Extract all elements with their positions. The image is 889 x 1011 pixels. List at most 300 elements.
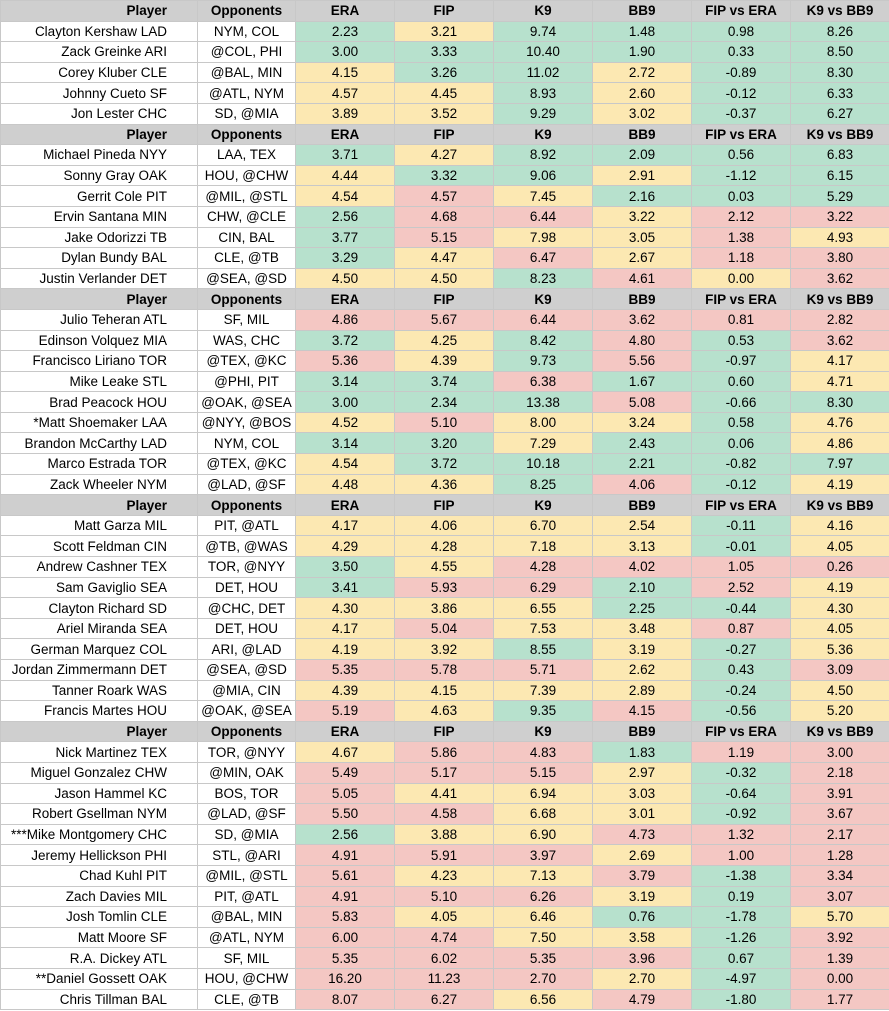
bb9-cell: 3.02: [593, 103, 692, 124]
header-opponents: Opponents: [198, 495, 296, 516]
player-cell: Ariel Miranda SEA: [1, 618, 198, 639]
player-cell: Jordan Zimmermann DET: [1, 660, 198, 681]
fip-vs-era-cell: -0.82: [692, 454, 791, 475]
header-k9-vs-bb9: K9 vs BB9: [791, 124, 889, 145]
fip-vs-era-cell: -0.66: [692, 392, 791, 413]
player-cell: Justin Verlander DET: [1, 268, 198, 289]
k9-vs-bb9-cell: 2.17: [791, 824, 889, 845]
table-row: [1, 577, 889, 598]
header-era: ERA: [296, 1, 395, 22]
k9-cell: 6.55: [494, 598, 593, 619]
header-era: ERA: [296, 289, 395, 310]
k9-cell: 8.42: [494, 330, 593, 351]
table-row: [1, 907, 889, 928]
fip-vs-era-cell: -1.26: [692, 927, 791, 948]
k9-cell: 9.74: [494, 21, 593, 42]
fip-vs-era-cell: 0.00: [692, 268, 791, 289]
header-fip: FIP: [395, 289, 494, 310]
k9-vs-bb9-cell: 8.30: [791, 62, 889, 83]
opponents-cell: LAA, TEX: [198, 145, 296, 166]
era-cell: 8.07: [296, 989, 395, 1010]
table-row: [1, 103, 889, 124]
table-row: [1, 824, 889, 845]
bb9-cell: 2.16: [593, 186, 692, 207]
k9-vs-bb9-cell: 1.28: [791, 845, 889, 866]
k9-cell: 5.71: [494, 660, 593, 681]
fip-vs-era-cell: 0.33: [692, 42, 791, 63]
opponents-cell: @BAL, MIN: [198, 62, 296, 83]
player-cell: Robert Gsellman NYM: [1, 804, 198, 825]
fip-cell: 4.15: [395, 680, 494, 701]
opponents-cell: NYM, COL: [198, 21, 296, 42]
fip-vs-era-cell: -0.12: [692, 474, 791, 495]
era-cell: 2.56: [296, 206, 395, 227]
k9-cell: 8.00: [494, 412, 593, 433]
opponents-cell: DET, HOU: [198, 618, 296, 639]
table-row: [1, 206, 889, 227]
k9-cell: 9.73: [494, 351, 593, 372]
fip-vs-era-cell: 1.05: [692, 557, 791, 578]
bb9-cell: 2.69: [593, 845, 692, 866]
fip-cell: 4.27: [395, 145, 494, 166]
bb9-cell: 2.67: [593, 248, 692, 269]
era-cell: 5.19: [296, 701, 395, 722]
bb9-cell: 3.79: [593, 865, 692, 886]
opponents-cell: PIT, @ATL: [198, 515, 296, 536]
bb9-cell: 3.22: [593, 206, 692, 227]
player-cell: Andrew Cashner TEX: [1, 557, 198, 578]
bb9-cell: 3.62: [593, 309, 692, 330]
k9-vs-bb9-cell: 3.09: [791, 660, 889, 681]
fip-cell: 4.47: [395, 248, 494, 269]
k9-cell: 9.29: [494, 103, 593, 124]
fip-vs-era-cell: 2.12: [692, 206, 791, 227]
bb9-cell: 1.67: [593, 371, 692, 392]
header-opponents: Opponents: [198, 721, 296, 742]
table-row: [1, 968, 889, 989]
header-row: [1, 124, 889, 145]
header-row: [1, 1, 889, 22]
k9-vs-bb9-cell: 4.30: [791, 598, 889, 619]
era-cell: 4.29: [296, 536, 395, 557]
era-cell: 4.91: [296, 845, 395, 866]
table-row: [1, 145, 889, 166]
player-cell: Chris Tillman BAL: [1, 989, 198, 1010]
bb9-cell: 4.79: [593, 989, 692, 1010]
player-cell: Corey Kluber CLE: [1, 62, 198, 83]
k9-cell: 9.06: [494, 165, 593, 186]
k9-cell: 13.38: [494, 392, 593, 413]
player-cell: Marco Estrada TOR: [1, 454, 198, 475]
era-cell: 5.50: [296, 804, 395, 825]
era-cell: 5.83: [296, 907, 395, 928]
opponents-cell: TOR, @NYY: [198, 557, 296, 578]
k9-vs-bb9-cell: 3.00: [791, 742, 889, 763]
era-cell: 16.20: [296, 968, 395, 989]
opponents-cell: @PHI, PIT: [198, 371, 296, 392]
fip-vs-era-cell: 0.56: [692, 145, 791, 166]
fip-vs-era-cell: 0.87: [692, 618, 791, 639]
k9-vs-bb9-cell: 5.20: [791, 701, 889, 722]
fip-vs-era-cell: -0.44: [692, 598, 791, 619]
player-cell: Clayton Richard SD: [1, 598, 198, 619]
opponents-cell: @OAK, @SEA: [198, 392, 296, 413]
fip-vs-era-cell: 0.98: [692, 21, 791, 42]
header-k9: K9: [494, 495, 593, 516]
k9-cell: 6.26: [494, 886, 593, 907]
k9-cell: 7.50: [494, 927, 593, 948]
fip-cell: 4.28: [395, 536, 494, 557]
opponents-cell: @CHC, DET: [198, 598, 296, 619]
k9-vs-bb9-cell: 3.62: [791, 268, 889, 289]
fip-cell: 5.10: [395, 412, 494, 433]
table-row: [1, 309, 889, 330]
table-row: [1, 948, 889, 969]
table-body: [1, 1, 889, 1010]
fip-vs-era-cell: -0.89: [692, 62, 791, 83]
player-cell: Matt Garza MIL: [1, 515, 198, 536]
player-cell: Gerrit Cole PIT: [1, 186, 198, 207]
fip-cell: 5.91: [395, 845, 494, 866]
player-cell: *Matt Shoemaker LAA: [1, 412, 198, 433]
header-era: ERA: [296, 495, 395, 516]
header-k9-vs-bb9: K9 vs BB9: [791, 289, 889, 310]
player-cell: Chad Kuhl PIT: [1, 865, 198, 886]
k9-cell: 9.35: [494, 701, 593, 722]
table-row: [1, 474, 889, 495]
table-row: [1, 989, 889, 1010]
k9-cell: 6.44: [494, 309, 593, 330]
table-row: [1, 412, 889, 433]
fip-cell: 3.72: [395, 454, 494, 475]
fip-cell: 5.86: [395, 742, 494, 763]
header-row: [1, 289, 889, 310]
fip-vs-era-cell: 0.03: [692, 186, 791, 207]
fip-cell: 5.93: [395, 577, 494, 598]
table-row: [1, 660, 889, 681]
opponents-cell: NYM, COL: [198, 433, 296, 454]
era-cell: 4.48: [296, 474, 395, 495]
k9-vs-bb9-cell: 8.26: [791, 21, 889, 42]
fip-vs-era-cell: 1.19: [692, 742, 791, 763]
header-k9: K9: [494, 721, 593, 742]
header-fip: FIP: [395, 1, 494, 22]
opponents-cell: @ATL, NYM: [198, 83, 296, 104]
fip-vs-era-cell: 0.43: [692, 660, 791, 681]
fip-vs-era-cell: 1.32: [692, 824, 791, 845]
fip-vs-era-cell: -0.11: [692, 515, 791, 536]
bb9-cell: 2.54: [593, 515, 692, 536]
fip-vs-era-cell: -0.37: [692, 103, 791, 124]
k9-cell: 6.47: [494, 248, 593, 269]
fip-vs-era-cell: -0.97: [692, 351, 791, 372]
k9-vs-bb9-cell: 0.00: [791, 968, 889, 989]
bb9-cell: 2.62: [593, 660, 692, 681]
table-row: [1, 536, 889, 557]
era-cell: 3.29: [296, 248, 395, 269]
fip-cell: 3.33: [395, 42, 494, 63]
fip-vs-era-cell: -0.01: [692, 536, 791, 557]
k9-cell: 8.93: [494, 83, 593, 104]
player-cell: **Daniel Gossett OAK: [1, 968, 198, 989]
opponents-cell: ARI, @LAD: [198, 639, 296, 660]
table-row: [1, 392, 889, 413]
bb9-cell: 4.06: [593, 474, 692, 495]
fip-vs-era-cell: -0.12: [692, 83, 791, 104]
fip-vs-era-cell: -1.38: [692, 865, 791, 886]
player-cell: Francisco Liriano TOR: [1, 351, 198, 372]
bb9-cell: 3.19: [593, 886, 692, 907]
k9-cell: 5.35: [494, 948, 593, 969]
player-cell: German Marquez COL: [1, 639, 198, 660]
k9-cell: 6.68: [494, 804, 593, 825]
fip-vs-era-cell: 0.19: [692, 886, 791, 907]
header-k9: K9: [494, 1, 593, 22]
opponents-cell: @OAK, @SEA: [198, 701, 296, 722]
player-cell: Matt Moore SF: [1, 927, 198, 948]
header-player: Player: [1, 495, 198, 516]
opponents-cell: @TB, @WAS: [198, 536, 296, 557]
fip-vs-era-cell: -1.12: [692, 165, 791, 186]
table-row: [1, 351, 889, 372]
era-cell: 3.14: [296, 433, 395, 454]
era-cell: 4.44: [296, 165, 395, 186]
k9-vs-bb9-cell: 4.17: [791, 351, 889, 372]
era-cell: 4.54: [296, 454, 395, 475]
fip-vs-era-cell: 1.00: [692, 845, 791, 866]
fip-cell: 4.25: [395, 330, 494, 351]
header-opponents: Opponents: [198, 1, 296, 22]
bb9-cell: 2.70: [593, 968, 692, 989]
opponents-cell: CLE, @TB: [198, 989, 296, 1010]
opponents-cell: @MIL, @STL: [198, 186, 296, 207]
table-row: [1, 515, 889, 536]
k9-vs-bb9-cell: 0.26: [791, 557, 889, 578]
bb9-cell: 2.21: [593, 454, 692, 475]
opponents-cell: @SEA, @SD: [198, 268, 296, 289]
header-bb9: BB9: [593, 495, 692, 516]
fip-cell: 11.23: [395, 968, 494, 989]
era-cell: 4.17: [296, 618, 395, 639]
opponents-cell: @NYY, @BOS: [198, 412, 296, 433]
player-cell: Francis Martes HOU: [1, 701, 198, 722]
k9-cell: 6.44: [494, 206, 593, 227]
k9-vs-bb9-cell: 4.76: [791, 412, 889, 433]
k9-cell: 7.98: [494, 227, 593, 248]
era-cell: 2.56: [296, 824, 395, 845]
fip-cell: 3.21: [395, 21, 494, 42]
fip-cell: 5.17: [395, 762, 494, 783]
k9-vs-bb9-cell: 7.97: [791, 454, 889, 475]
fip-cell: 5.15: [395, 227, 494, 248]
k9-cell: 4.83: [494, 742, 593, 763]
opponents-cell: HOU, @CHW: [198, 165, 296, 186]
opponents-cell: SF, MIL: [198, 948, 296, 969]
header-fip-vs-era: FIP vs ERA: [692, 124, 791, 145]
fip-cell: 5.10: [395, 886, 494, 907]
era-cell: 3.14: [296, 371, 395, 392]
header-player: Player: [1, 289, 198, 310]
k9-vs-bb9-cell: 5.36: [791, 639, 889, 660]
fip-cell: 3.26: [395, 62, 494, 83]
table-row: [1, 845, 889, 866]
fip-cell: 4.41: [395, 783, 494, 804]
bb9-cell: 3.05: [593, 227, 692, 248]
opponents-cell: STL, @ARI: [198, 845, 296, 866]
player-cell: Sam Gaviglio SEA: [1, 577, 198, 598]
k9-cell: 7.39: [494, 680, 593, 701]
fip-vs-era-cell: -1.80: [692, 989, 791, 1010]
fip-cell: 2.34: [395, 392, 494, 413]
fip-cell: 4.68: [395, 206, 494, 227]
k9-cell: 7.18: [494, 536, 593, 557]
header-player: Player: [1, 721, 198, 742]
bb9-cell: 3.13: [593, 536, 692, 557]
k9-cell: 6.46: [494, 907, 593, 928]
fip-vs-era-cell: 0.81: [692, 309, 791, 330]
player-cell: Tanner Roark WAS: [1, 680, 198, 701]
table-row: [1, 680, 889, 701]
bb9-cell: 4.73: [593, 824, 692, 845]
table-row: [1, 42, 889, 63]
k9-vs-bb9-cell: 3.62: [791, 330, 889, 351]
era-cell: 6.00: [296, 927, 395, 948]
table-row: [1, 62, 889, 83]
table-row: [1, 598, 889, 619]
player-cell: Zack Wheeler NYM: [1, 474, 198, 495]
k9-vs-bb9-cell: 3.91: [791, 783, 889, 804]
fip-vs-era-cell: 0.58: [692, 412, 791, 433]
table-row: [1, 639, 889, 660]
opponents-cell: @BAL, MIN: [198, 907, 296, 928]
k9-vs-bb9-cell: 3.22: [791, 206, 889, 227]
era-cell: 4.30: [296, 598, 395, 619]
k9-vs-bb9-cell: 8.30: [791, 392, 889, 413]
era-cell: 3.71: [296, 145, 395, 166]
opponents-cell: TOR, @NYY: [198, 742, 296, 763]
fip-cell: 6.02: [395, 948, 494, 969]
k9-vs-bb9-cell: 4.19: [791, 577, 889, 598]
k9-vs-bb9-cell: 4.93: [791, 227, 889, 248]
k9-cell: 6.29: [494, 577, 593, 598]
bb9-cell: 2.91: [593, 165, 692, 186]
header-fip: FIP: [395, 124, 494, 145]
fip-vs-era-cell: 0.53: [692, 330, 791, 351]
fip-vs-era-cell: -0.92: [692, 804, 791, 825]
header-k9-vs-bb9: K9 vs BB9: [791, 1, 889, 22]
player-cell: Mike Leake STL: [1, 371, 198, 392]
table-row: [1, 886, 889, 907]
k9-vs-bb9-cell: 4.16: [791, 515, 889, 536]
player-cell: Scott Feldman CIN: [1, 536, 198, 557]
k9-cell: 8.92: [494, 145, 593, 166]
player-cell: Dylan Bundy BAL: [1, 248, 198, 269]
header-bb9: BB9: [593, 721, 692, 742]
k9-vs-bb9-cell: 4.71: [791, 371, 889, 392]
header-row: [1, 495, 889, 516]
era-cell: 4.19: [296, 639, 395, 660]
table-row: [1, 268, 889, 289]
header-bb9: BB9: [593, 124, 692, 145]
opponents-cell: PIT, @ATL: [198, 886, 296, 907]
table-row: [1, 165, 889, 186]
k9-cell: 7.45: [494, 186, 593, 207]
header-opponents: Opponents: [198, 289, 296, 310]
fip-cell: 4.05: [395, 907, 494, 928]
k9-vs-bb9-cell: 4.86: [791, 433, 889, 454]
bb9-cell: 4.80: [593, 330, 692, 351]
opponents-cell: SF, MIL: [198, 309, 296, 330]
fip-cell: 4.23: [395, 865, 494, 886]
player-cell: Zach Davies MIL: [1, 886, 198, 907]
era-cell: 4.15: [296, 62, 395, 83]
header-fip: FIP: [395, 495, 494, 516]
bb9-cell: 5.56: [593, 351, 692, 372]
header-fip-vs-era: FIP vs ERA: [692, 495, 791, 516]
table-row: [1, 557, 889, 578]
header-k9: K9: [494, 289, 593, 310]
bb9-cell: 2.89: [593, 680, 692, 701]
bb9-cell: 1.83: [593, 742, 692, 763]
table-row: [1, 804, 889, 825]
opponents-cell: @ATL, NYM: [198, 927, 296, 948]
header-bb9: BB9: [593, 289, 692, 310]
opponents-cell: @SEA, @SD: [198, 660, 296, 681]
fip-cell: 4.36: [395, 474, 494, 495]
fip-cell: 5.78: [395, 660, 494, 681]
fip-cell: 3.92: [395, 639, 494, 660]
k9-vs-bb9-cell: 6.15: [791, 165, 889, 186]
era-cell: 4.86: [296, 309, 395, 330]
fip-vs-era-cell: -1.78: [692, 907, 791, 928]
opponents-cell: @MIN, OAK: [198, 762, 296, 783]
k9-vs-bb9-cell: 3.07: [791, 886, 889, 907]
opponents-cell: @TEX, @KC: [198, 454, 296, 475]
player-cell: Jake Odorizzi TB: [1, 227, 198, 248]
fip-vs-era-cell: -0.64: [692, 783, 791, 804]
era-cell: 5.35: [296, 660, 395, 681]
fip-vs-era-cell: 1.18: [692, 248, 791, 269]
opponents-cell: @TEX, @KC: [198, 351, 296, 372]
era-cell: 3.50: [296, 557, 395, 578]
player-cell: Miguel Gonzalez CHW: [1, 762, 198, 783]
era-cell: 5.35: [296, 948, 395, 969]
era-cell: 4.39: [296, 680, 395, 701]
opponents-cell: HOU, @CHW: [198, 968, 296, 989]
player-cell: Nick Martinez TEX: [1, 742, 198, 763]
era-cell: 3.89: [296, 103, 395, 124]
fip-vs-era-cell: 2.52: [692, 577, 791, 598]
header-opponents: Opponents: [198, 124, 296, 145]
table-row: [1, 783, 889, 804]
fip-vs-era-cell: 0.67: [692, 948, 791, 969]
opponents-cell: WAS, CHC: [198, 330, 296, 351]
era-cell: 4.52: [296, 412, 395, 433]
bb9-cell: 5.08: [593, 392, 692, 413]
era-cell: 4.57: [296, 83, 395, 104]
k9-cell: 6.38: [494, 371, 593, 392]
table-row: [1, 742, 889, 763]
k9-cell: 6.94: [494, 783, 593, 804]
fip-cell: 3.32: [395, 165, 494, 186]
fip-cell: 3.74: [395, 371, 494, 392]
era-cell: 5.36: [296, 351, 395, 372]
k9-cell: 8.55: [494, 639, 593, 660]
table-row: [1, 865, 889, 886]
k9-vs-bb9-cell: 3.80: [791, 248, 889, 269]
header-player: Player: [1, 124, 198, 145]
k9-vs-bb9-cell: 2.18: [791, 762, 889, 783]
